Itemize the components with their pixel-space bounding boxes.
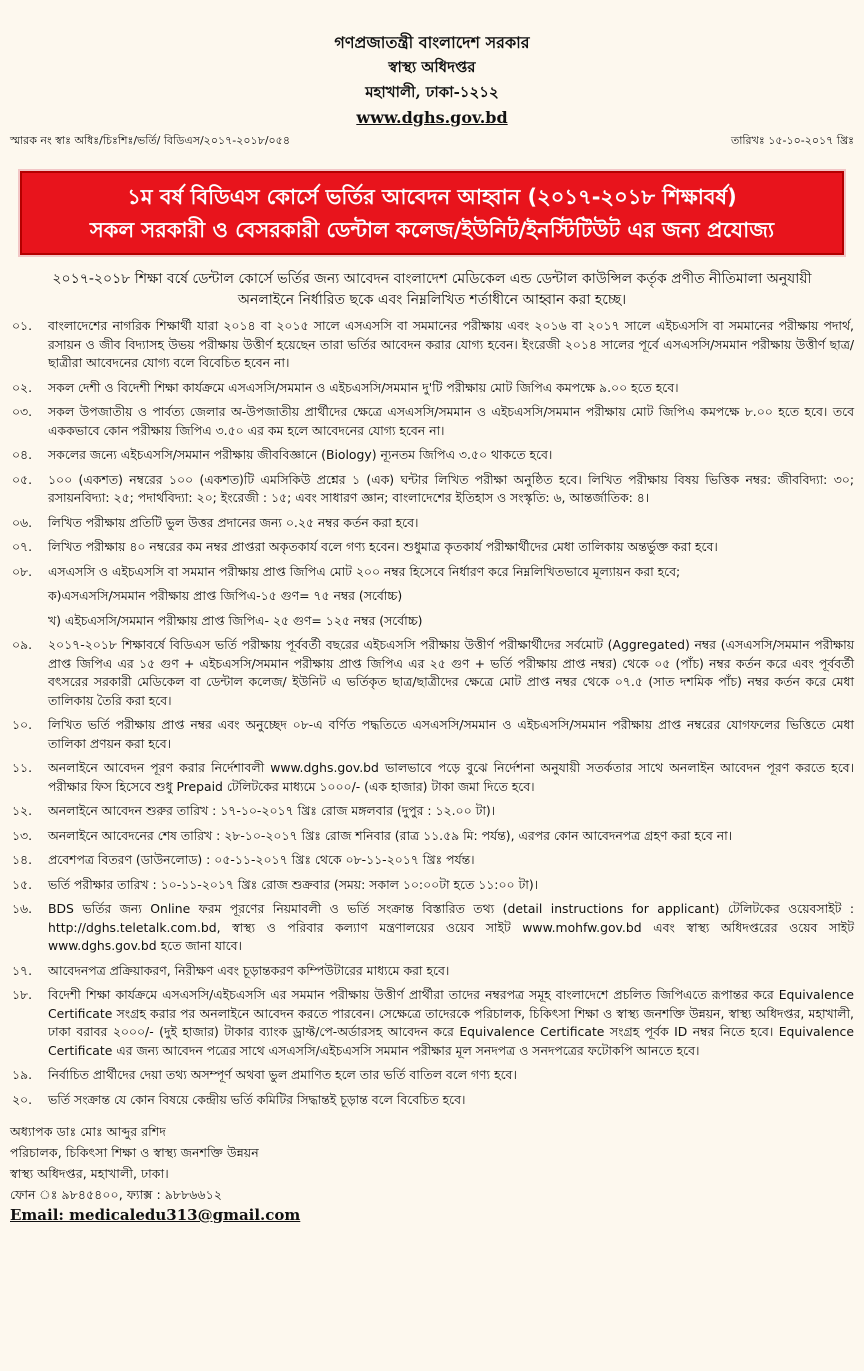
item-number: ০১. [12,318,33,333]
list-item [10,962,854,981]
list-item [10,1066,854,1085]
list-item [10,446,854,465]
banner-title: ১ম বর্ষ বিডিএস কোর্সে ভর্তির আবেদন আহ্বান (২০১৭-২০১৮ শিক্ষাবর্ষ) [127,185,737,209]
item-text: লিখিত পরীক্ষায় ৪০ নম্বরের কম নম্বর প্রাপ্তরা অকৃতকার্য বলে গণ্য হবেন। শুধুমাত্র কৃতকার্য পরীক্ষার্থীদের মেধা তালিকায় অন্তর্ভুক্ত করা হবে। [48,539,718,554]
list-item [10,802,854,821]
item-text: এসএসসি ও এইচএসসি বা সমমান পরীক্ষায় প্রাপ্ত জিপিএ মোট ২০০ নম্বর হিসেবে নির্ধারণ করে নিম্নলিখিতভাবে মূল্যায়ন করা হবে; [48,563,681,579]
item-text: লিখিত ভর্তি পরীক্ষায় প্রাপ্ত নম্বর এবং অনুচ্ছেদ ০৮-এ বর্ণিত পদ্ধতিতে এসএসসি/সমমান ও এইচএসসি/সমমান পরীক্ষায় প্রাপ্ত নম্বরের যোগফলের ভিত্তিতে মেধা তালিকা প্রণয়ন করা হবে। [48,717,854,751]
list-item [10,514,854,533]
item-text: ভর্তি পরীক্ষার তারিখ : ১০-১১-২০১৭ খ্রিঃ রোজ শুক্রবার (সময়: সকাল ১০:০০টা হতে ১১:০০ টা)। [48,876,539,892]
item-number: ০৮. [12,563,33,579]
list-item [10,471,854,508]
list-item [10,759,854,796]
signatory-office: স্বাস্থ্য অধিদপ্তর, মহাখালী, ঢাকা। [10,1166,169,1181]
item-number: ০৩. [12,404,33,419]
item-text: বিদেশী শিক্ষা কার্যক্রমে এসএসসি/এইচএসসি এর সমমান পরীক্ষায় উত্তীর্ণ প্রার্থীরা তাদের নম্বরপত্র সমূহ বাংলাদেশে প্রচলিত জিপিএতে রূপান্তর করে Equivalence Certificate সংগ্রহ করার পর অনলাইনে আবেদন করতে পারবেন। সেক্ষেত্রে তাদেরকে পরিচালক, চিকিৎসা শিক্ষা ও স্বাস্থ্য জনশক্তি উন্নয়ন, স্বাস্থ্য অধিদপ্তর, মহাখালী, ঢাকা বরাবর ২০০০/- (দুই হাজার) টাকার ব্যাংক ড্রাফ্ট/পে-অর্ডারসহ আবেদন করে Equivalence Certificate সংগ্রহ পূর্বক ID নম্বর নিতে হবে। Equivalence Certificate এর জন্য আবেদন পত্রের সাথে এসএসসি/এইচএসসি সমমান পরীক্ষার মূল সনদপত্র ও সনদপত্রের ফটোকপি আনতে হবে। [48,987,854,1058]
list-item [10,403,854,440]
item-number: ০৭. [12,539,33,554]
item-number: ১৮. [12,987,33,1002]
memo-date: তারিখঃ ১৫-১০-২০১৭ খ্রিঃ [730,134,854,147]
sub-item-kha: খ) এইচএসসি/সমমান পরীক্ষায় প্রাপ্ত জিপিএ- ২৫ গুণ= ১২৫ নম্বর (সর্বোচ্চ) [48,612,423,628]
item-text: অনলাইনে আবেদন পূরণ করার নির্দেশাবলী www.dghs.gov.bd ভালভাবে পড়ে বুঝে নির্দেশনা অনুযায়ী সতর্কতার সাথে অনলাইন আবেদন পূরণ করতে হবে। পরীক্ষার ফিস হিসেবে শুধু Prepaid টেলিটকের মাধ্যমে ১০০০/- (এক হাজার) টাকা জমা দিতে হবে। [48,760,854,794]
item-text: আবেদনপত্র প্রক্রিয়াকরণ, নিরীক্ষণ এবং চূড়ান্তকরণ কম্পিউটারের মাধ্যমে করা হবে। [48,962,450,978]
banner-subtitle: সকল সরকারী ও বেসরকারী ডেন্টাল কলেজ/ইউনিট/ইনস্টিটিউট এর জন্য প্রযোজ্য [89,218,775,242]
item-text: অনলাইনে আবেদনের শেষ তারিখ : ২৮-১০-২০১৭ খ্রিঃ রোজ শনিবার (রাত্র ১১.৫৯ মি: পর্যন্ত), এরপর কোন আবেদনপত্র গ্রহণ করা হবে না। [48,827,733,843]
sub-item-ka: ক)এসএসসি/সমমান পরীক্ষায় প্রাপ্ত জিপিএ-১৫ গুণ= ৭৫ নম্বর (সর্বোচ্চ) [48,588,403,603]
office-address: মহাখালী, ঢাকা-১২১২ [365,83,499,101]
item-number: ০২. [12,379,33,395]
list-item [10,716,854,753]
item-text: ১০০ (একশত) নম্বরের ১০০ (একশত)টি এমসিকিউ প্রশ্নের ১ (এক) ঘন্টার লিখিত পরীক্ষা অনুষ্ঠিত হবে। লিখিত পরীক্ষায় বিষয় ভিত্তিক নম্বর: জীববিদ্যা: ৩০; রসায়নবিদ্যা: ২৫; পদার্থবিদ্যা: ২০; ইংরেজী : ১৫; এবং সাধারণ জ্ঞান; বাংলাদেশের ইতিহাস ও সংস্কৃতি: ৬, আন্তর্জাতিক: ৪। [48,471,854,505]
list-item [10,876,854,895]
gov-name: গণপ্রজাতন্ত্রী বাংলাদেশ সরকার [334,33,530,52]
department-name: স্বাস্থ্য অধিদপ্তর [388,58,476,76]
item-number: ১৫. [12,876,33,892]
item-number: ০৬. [12,514,33,530]
item-text: সকল উপজাতীয় ও পার্বত্য জেলার অ-উপজাতীয় প্রার্থীদের ক্ষেত্রে এসএসসি/সমমান ও এইচএসসি/সমমান পরীক্ষায় মোট জিপিএ কমপক্ষে ৮.০০ হতে হবে। তবে এককভাবে কোন পরীক্ষায় জিপিএ ৩.৫০ এর কম হলে আবেদনের যোগ্য হবেন না। [48,404,854,438]
item-text: নির্বাচিত প্রার্থীদের দেয়া তথ্য অসম্পূর্ণ অথবা ভুল প্রমাণিত হলে তার ভর্তি বাতিল বলে গণ্য হবে। [48,1067,517,1082]
memo-number: স্মারক নং স্বাঃ অধিঃ/চিঃশিঃ/ভর্তি/ বিডিএস/২০১৭-২০১৮/০৫৪ [10,134,290,147]
item-number: ১১. [12,760,33,775]
signatory-phone: ফোন ঃ ৯৮৪৫৪০০, ফ্যাক্স : ৯৮৮৬৬১২ [10,1187,222,1202]
signatory-title: পরিচালক, চিকিৎসা শিক্ষা ও স্বাস্থ্য জনশক্তি উন্নয়ন [10,1145,259,1160]
signatory-name: অধ্যাপক ডাঃ মোঃ আব্দুর রশিদ [10,1124,166,1139]
memo-row [10,132,854,151]
list-item [10,900,854,956]
signature-block [10,1121,854,1226]
gov-header [10,0,854,130]
conditions-list [10,317,854,1109]
intro-paragraph: ২০১৭-২০১৮ শিক্ষা বর্ষে ডেন্টাল কোর্সে ভর্তির জন্য আবেদন বাংলাদেশ মেডিকেল এন্ড ডেন্টাল কাউন্সিল কর্তৃক প্রণীত নীতিমালা অনুযায়ী অনলাইনে নির্ধারিত ছকে এবং নিম্নলিখিত শর্তাধীনে আহ্বান করা হচ্ছে। [52,271,812,308]
list-item [10,563,854,582]
list-item [10,636,854,710]
item-number: ০৯. [12,637,33,652]
list-item [10,986,854,1060]
item-number: ১০. [12,717,33,732]
item-text: প্রবেশপত্র বিতরণ (ডাউনলোড) : ০৫-১১-২০১৭ খ্রিঃ থেকে ০৮-১১-২০১৭ খ্রিঃ পর্যন্ত। [48,852,475,867]
list-item [10,851,854,870]
list-item [10,1091,854,1110]
item-text: ২০১৭-২০১৮ শিক্ষাবর্ষে বিডিএস ভর্তি পরীক্ষায় পূর্ববর্তী বছরের এইচএসসি পরীক্ষায় উত্তীর্ণ পরীক্ষার্থীদের সর্বমোট (Aggregated) নম্বর (এসএসসি/সমমান পরীক্ষায় প্রাপ্ত জিপিএ এর ১৫ গুণ + এইচএসসি/সমমান পরীক্ষায় প্রাপ্ত জিপিএ এর ২৫ গুণ + ভর্তি পরীক্ষায় প্রাপ্ত নম্বর) থেকে ০৫ (পাঁচ) নম্বর কর্তন করে এবং পূর্ববর্তী বৎসরের সরকারী মেডিকেল বা ডেন্টাল কলেজ/ ইউনিট এ ভর্তিকৃত ছাত্র/ছাত্রীদের ক্ষেত্রে মোট প্রাপ্ত নম্বর থেকে ০৭.৫ (সাত দশমিক পাঁচ) নম্বর কর্তন করে মেধা তালিকায় তৈরি করা হবে। [48,637,854,708]
list-item [10,827,854,846]
item-number: ১৬. [12,901,33,916]
item-text: লিখিত পরীক্ষায় প্রতিটি ভুল উত্তর প্রদানের জন্য ০.২৫ নম্বর কর্তন করা হবে। [48,514,419,530]
contact-email[interactable]: Email: medicaledu313@gmail.com [10,1206,301,1224]
item-text: সকলের জন্যে এইচএসসি/সমমান পরীক্ষায় জীববিজ্ঞানে (Biology) ন্যূনতম জিপিএ ৩.৫০ থাকতে হবে। [48,447,553,462]
item-number: ০৪. [12,447,33,462]
item-text: অনলাইনে আবেদন শুরুর তারিখ : ১৭-১০-২০১৭ খ্রিঃ রোজ মঙ্গলবার (দুপুর : ১২.০০ টা)। [48,803,496,818]
title-banner [20,171,844,255]
item-text: বাংলাদেশের নাগরিক শিক্ষার্থী যারা ২০১৪ বা ২০১৫ সালে এসএসসি বা সমমানের পরীক্ষায় এবং ২০১৬ বা ২০১৭ সালে এইচএসসি বা সমমানের পরীক্ষায় পদার্থ, রসায়ন ও জীব বিদ্যাসহ উভয় পরীক্ষায় উত্তীর্ণ হয়েছেন তারা ভর্তির আবেদন করার যোগ্য হবেন। ইংরেজী ২০১৪ সালের পূর্বে এসএসসি/সমমান পরীক্ষায় উত্তীর্ণ ছাত্র/ছাত্রীরা আবেদনের যোগ্য বলে বিবেচিত হবেন না। [48,318,854,370]
item-number: ১৭. [12,962,33,978]
website-link[interactable]: www.dghs.gov.bd [356,108,508,127]
list-item [10,538,854,557]
item-text: BDS ভর্তির জন্য Online ফরম পূরণের নিয়মাবলী ও ভর্তি সংক্রান্ত বিস্তারিত তথ্য (detail instructions for applicant) টেলিটকের ওয়েবসাইট : http://dghs.teletalk.com.bd, স্বাস্থ্য ও পরিবার কল্যাণ মন্ত্রণালয়ের ওয়েব সাইট www.mohfw.gov.bd এবং স্বাস্থ্য অধিদপ্তরের ওয়েব সাইট www.dghs.gov.bd হতে জানা যাবে। [48,901,854,953]
list-item [10,317,854,373]
item-text: সকল দেশী ও বিদেশী শিক্ষা কার্যক্রমে এসএসসি/সমমান ও এইচএসসি/সমমান দু'টি পরীক্ষায় মোট জিপিএ কমপক্ষে ৯.০০ হতে হবে। [48,379,679,395]
item-number: ১৯. [12,1067,33,1082]
item-text: ভর্তি সংক্রান্ত যে কোন বিষয়ে কেন্দ্রীয় ভর্তি কমিটির সিদ্ধান্তই চূড়ান্ত বলে বিবেচিত হবে। [48,1091,466,1107]
item-number: ১৩. [12,827,33,843]
item-number: ০৫. [12,471,33,487]
item-number: ১২. [12,803,33,818]
item-number: ১৪. [12,852,33,867]
list-item [10,379,854,398]
item-number: ২০. [12,1091,33,1107]
